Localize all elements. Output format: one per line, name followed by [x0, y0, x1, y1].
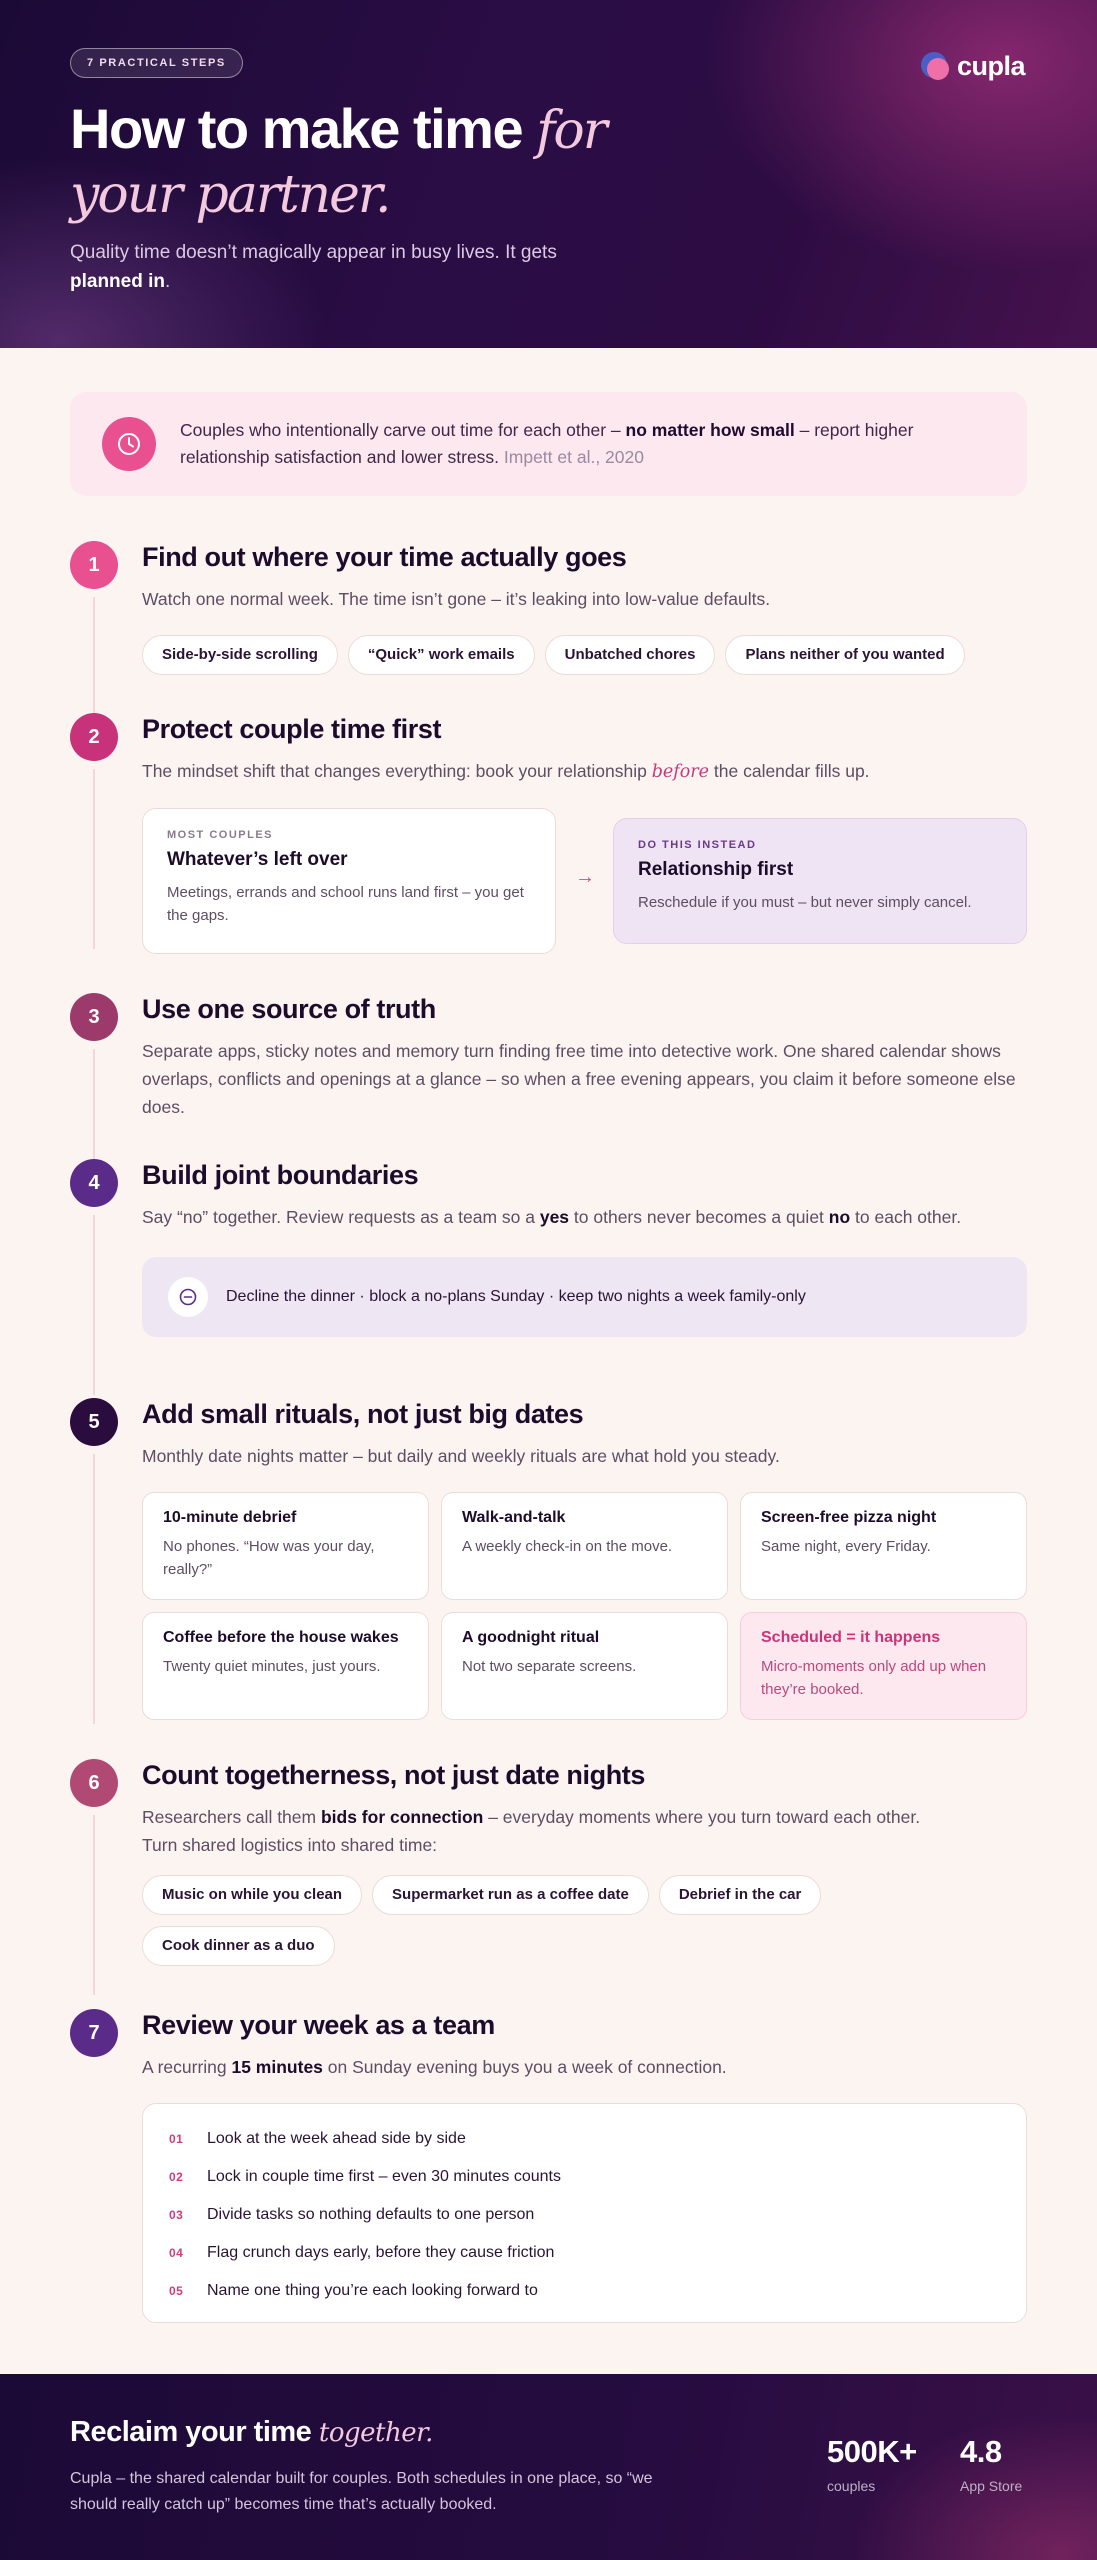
boundaries-banner	[142, 1257, 1027, 1337]
item-text: Lock in couple time first – even 30 minutes counts	[207, 2168, 561, 2185]
pill: Side-by-side scrolling	[142, 635, 338, 675]
most-couples-card	[142, 808, 556, 954]
pill-container	[142, 1853, 1027, 1966]
desc-a: Researchers call them	[142, 1807, 321, 1827]
desc-a: A recurring	[142, 2057, 232, 2077]
step-title: Protect couple time first	[142, 714, 442, 744]
clock-icon	[102, 417, 156, 471]
footer-text: Cupla – the shared calendar built for couples. Both schedules in one place, so “we should really catch up” becomes time that’s actually booked.	[70, 2470, 653, 2513]
desc-start: The mindset shift that changes everything: book your relationship	[142, 761, 652, 781]
ritual-card	[142, 1492, 429, 1600]
step-connector	[93, 597, 95, 717]
step-description: Separate apps, sticky notes and memory turn finding free time into detective work. One shared calendar shows overlaps, conflicts and openings at a glance – so when a free evening appears, you claim it before someone else does.	[142, 1041, 1016, 1117]
desc-bold: 15 minutes	[231, 2057, 323, 2077]
item-number: 04	[169, 2246, 184, 2260]
card-title: Whatever’s left over	[167, 849, 348, 870]
do-this-instead-card	[613, 818, 1027, 944]
couples-stat	[827, 2434, 917, 2494]
page-title	[70, 98, 710, 226]
pill-list	[142, 635, 1027, 675]
card-title: 10-minute debrief	[163, 1509, 297, 1526]
title-italic: for your partner.	[70, 101, 606, 225]
list-item	[169, 2120, 1000, 2158]
card-body: Same night, every Friday.	[761, 1538, 931, 1555]
step-description	[142, 2053, 1027, 2081]
step-connector	[93, 1454, 95, 1724]
desc-e: to each other.	[850, 1207, 962, 1227]
item-number: 01	[169, 2132, 184, 2146]
banner-text: Decline the dinner · block a no-plans Sunday · keep two nights a week family-only	[226, 1288, 806, 1305]
step-number: 7	[70, 2009, 118, 2057]
step-description	[142, 1803, 922, 1859]
card-body: Twenty quiet minutes, just yours.	[163, 1658, 381, 1675]
desc-c: to others never becomes a quiet	[569, 1207, 829, 1227]
card-body: Micro-moments only add up when they’re booked.	[761, 1658, 987, 1698]
pill: Cook dinner as a duo	[142, 1926, 335, 1966]
list-item	[169, 2272, 1000, 2310]
subtitle-bold: planned in	[70, 271, 165, 292]
card-title: Screen-free pizza night	[761, 1509, 937, 1526]
card-eyebrow: DO THIS INSTEAD	[638, 839, 757, 851]
logo-text: cupla	[956, 50, 1025, 81]
logo-mark-icon	[921, 50, 953, 82]
desc-bold: bids for connection	[320, 1807, 484, 1827]
footer-title-main: Reclaim your time	[70, 2416, 319, 2448]
footer-title	[70, 2416, 433, 2449]
subtitle-end: .	[165, 271, 171, 292]
minus-circle-icon	[168, 1277, 208, 1317]
footer-banner	[0, 2374, 1097, 2560]
desc-yes: yes	[539, 1207, 570, 1227]
card-title: A goodnight ritual	[462, 1629, 600, 1646]
desc-c: – everyday moments where you turn toward each other. Turn shared logistics into shared time:	[142, 1807, 921, 1855]
desc-italic: before	[651, 762, 710, 782]
card-body: Not two separate screens.	[462, 1658, 637, 1675]
list-item	[169, 2196, 1000, 2234]
item-text: Flag crunch days early, before they cause friction	[207, 2244, 555, 2261]
footer-title-italic: together.	[318, 2418, 433, 2448]
step-title: Find out where your time actually goes	[142, 542, 627, 572]
step-number: 3	[70, 993, 118, 1041]
callout-start: Couples who intentionally carve out time for each other –	[180, 420, 626, 440]
step-description	[142, 757, 1027, 786]
step-number: 6	[70, 1759, 118, 1807]
step-title: Build joint boundaries	[142, 1160, 419, 1190]
step-title: Review your week as a team	[142, 2010, 495, 2040]
highlight-card	[740, 1612, 1027, 1720]
card-body: Meetings, errands and school runs land first – you get the gaps.	[167, 884, 524, 924]
step-description: Monthly date nights matter – but daily and weekly rituals are what hold you steady.	[142, 1446, 780, 1466]
step-connector	[93, 1215, 95, 1395]
stat-label: couples	[827, 2478, 876, 2494]
pill-list	[70, 1875, 860, 1966]
item-text: Divide tasks so nothing defaults to one person	[207, 2206, 535, 2223]
callout-bold: no matter how small	[625, 420, 795, 440]
item-number: 02	[169, 2170, 184, 2184]
card-body: A weekly check-in on the move.	[462, 1538, 673, 1555]
review-checklist	[142, 2103, 1027, 2323]
citation: Impett et al., 2020	[503, 447, 644, 467]
desc-c: on Sunday evening buys you a week of connection.	[322, 2057, 727, 2077]
cupla-logo[interactable]	[921, 50, 1025, 82]
research-callout	[70, 392, 1027, 496]
card-title: Relationship first	[638, 859, 794, 880]
step-number: 4	[70, 1159, 118, 1207]
card-body: No phones. “How was your day, really?”	[163, 1538, 375, 1578]
pill: Debrief in the car	[659, 1875, 822, 1915]
card-eyebrow: MOST COUPLES	[167, 829, 274, 841]
pill: Supermarket run as a coffee date	[372, 1875, 649, 1915]
step-connector	[93, 1049, 95, 1159]
rating-stat	[960, 2434, 1022, 2494]
item-text: Name one thing you’re each looking forward to	[207, 2282, 538, 2299]
hero-banner	[0, 0, 1097, 348]
step-description: Watch one normal week. The time isn’t gone – it’s leaking into low-value defaults.	[142, 589, 771, 609]
steps-badge: 7 PRACTICAL STEPS	[70, 48, 243, 78]
desc-no: no	[828, 1207, 851, 1227]
ritual-card	[142, 1612, 429, 1720]
step-number: 2	[70, 713, 118, 761]
ritual-card	[740, 1492, 1027, 1600]
subtitle-main: Quality time doesn’t magically appear in busy lives. It gets	[70, 242, 557, 263]
pill: Plans neither of you wanted	[725, 635, 964, 675]
desc-a: Say “no” together. Review requests as a team so a	[142, 1207, 540, 1227]
step-title: Add small rituals, not just big dates	[142, 1399, 584, 1429]
step-title: Use one source of truth	[142, 994, 436, 1024]
card-body: Reschedule if you must – but never simply cancel.	[638, 894, 972, 911]
pill: Music on while you clean	[142, 1875, 362, 1915]
ritual-card	[441, 1612, 728, 1720]
card-title: Scheduled = it happens	[761, 1629, 941, 1646]
item-number: 03	[169, 2208, 184, 2222]
callout-end: – report higher relationship satisfaction and lower stress.	[180, 420, 914, 467]
pill: Unbatched chores	[545, 635, 716, 675]
list-item	[169, 2158, 1000, 2196]
callout-text	[180, 417, 1000, 471]
step-connector	[93, 769, 95, 949]
title-main: How to make time	[70, 97, 537, 160]
stat-value: 4.8	[960, 2434, 1002, 2469]
stat-value: 500K+	[827, 2434, 917, 2469]
step-number: 1	[70, 541, 118, 589]
ritual-card	[441, 1492, 728, 1600]
list-item	[169, 2234, 1000, 2272]
step-title: Count togetherness, not just date nights	[142, 1760, 645, 1790]
comparison	[142, 808, 1027, 954]
arrow-right-icon: →	[575, 866, 595, 888]
step-description	[142, 1203, 1027, 1231]
card-title: Walk-and-talk	[462, 1509, 566, 1526]
item-text: Look at the week ahead side by side	[207, 2130, 466, 2147]
step-number: 5	[70, 1398, 118, 1446]
desc-end: the calendar fills up.	[709, 761, 870, 781]
rituals-grid	[142, 1492, 1027, 1720]
item-number: 05	[169, 2284, 184, 2298]
card-title: Coffee before the house wakes	[163, 1629, 399, 1646]
hero-subtitle	[70, 238, 630, 296]
stat-label: App Store	[960, 2478, 1023, 2494]
pill: “Quick” work emails	[348, 635, 535, 675]
